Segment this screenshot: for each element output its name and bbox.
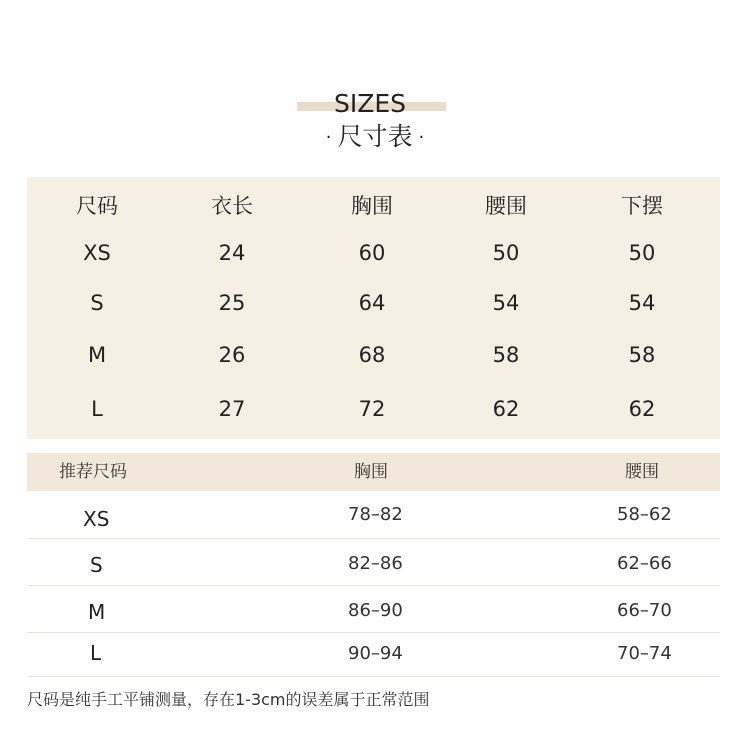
header-chest: 胸围 bbox=[354, 462, 388, 482]
cell-waist-range: 66–70 bbox=[617, 600, 672, 621]
recommend-table-header bbox=[27, 453, 720, 491]
cell-waist: 50 bbox=[492, 241, 520, 265]
recommend-table-row bbox=[27, 586, 720, 633]
cell-size: L bbox=[90, 641, 102, 665]
cell-size: XS bbox=[83, 507, 110, 531]
cell-size: L bbox=[91, 397, 103, 421]
cell-size: S bbox=[90, 291, 104, 315]
cell-waist-range: 58–62 bbox=[617, 504, 672, 525]
header bbox=[0, 88, 750, 158]
header-recommended-size: 推荐尺码 bbox=[59, 462, 127, 482]
cell-waist-range: 70–74 bbox=[617, 643, 672, 664]
cell-chest-range: 78–82 bbox=[348, 504, 403, 525]
cell-waist: 62 bbox=[492, 397, 520, 421]
cell-chest-range: 82–86 bbox=[348, 553, 403, 574]
cell-length: 27 bbox=[218, 397, 246, 421]
size-table-row bbox=[27, 335, 720, 375]
cell-length: 24 bbox=[218, 241, 246, 265]
cell-size: M bbox=[88, 600, 106, 624]
cell-chest-range: 86–90 bbox=[348, 600, 403, 621]
size-table-row bbox=[27, 283, 720, 323]
dot-left: · bbox=[325, 127, 332, 148]
dot-right: · bbox=[418, 127, 425, 148]
size-table-header-row bbox=[27, 186, 720, 226]
cell-chest: 60 bbox=[358, 241, 386, 265]
cell-waist-range: 62–66 bbox=[617, 553, 672, 574]
header-waist: 腰围 bbox=[485, 194, 527, 218]
cell-waist: 58 bbox=[492, 343, 520, 367]
size-table-row bbox=[27, 233, 720, 273]
cell-size: M bbox=[87, 343, 107, 367]
cell-hem: 54 bbox=[628, 291, 656, 315]
header-hem: 下摆 bbox=[621, 194, 663, 218]
size-table-row bbox=[27, 389, 720, 429]
header-length: 衣长 bbox=[211, 194, 253, 218]
recommend-table-row bbox=[27, 630, 720, 677]
header-waist: 腰围 bbox=[625, 462, 659, 482]
cell-size: S bbox=[90, 553, 103, 577]
cell-length: 25 bbox=[218, 291, 246, 315]
cell-hem: 62 bbox=[628, 397, 656, 421]
recommend-table-row bbox=[27, 539, 720, 586]
header-size: 尺码 bbox=[76, 194, 118, 218]
cell-size: XS bbox=[83, 241, 111, 265]
recommend-table-row bbox=[27, 492, 720, 539]
cell-chest-range: 90–94 bbox=[348, 643, 403, 664]
size-table bbox=[27, 177, 720, 439]
header-chest: 胸围 bbox=[351, 194, 393, 218]
cell-chest: 64 bbox=[358, 291, 386, 315]
cell-chest: 68 bbox=[358, 343, 386, 367]
title-en: SIZES bbox=[333, 89, 407, 118]
cell-waist: 54 bbox=[492, 291, 520, 315]
cell-length: 26 bbox=[218, 343, 246, 367]
cell-chest: 72 bbox=[358, 397, 386, 421]
measurement-note: 尺码是纯手工平铺测量，存在1-3cm的误差属于正常范围 bbox=[27, 690, 430, 709]
title-zh-line bbox=[0, 120, 750, 155]
cell-hem: 58 bbox=[628, 343, 656, 367]
cell-hem: 50 bbox=[628, 241, 656, 265]
title-zh: 尺寸表 bbox=[337, 122, 413, 151]
